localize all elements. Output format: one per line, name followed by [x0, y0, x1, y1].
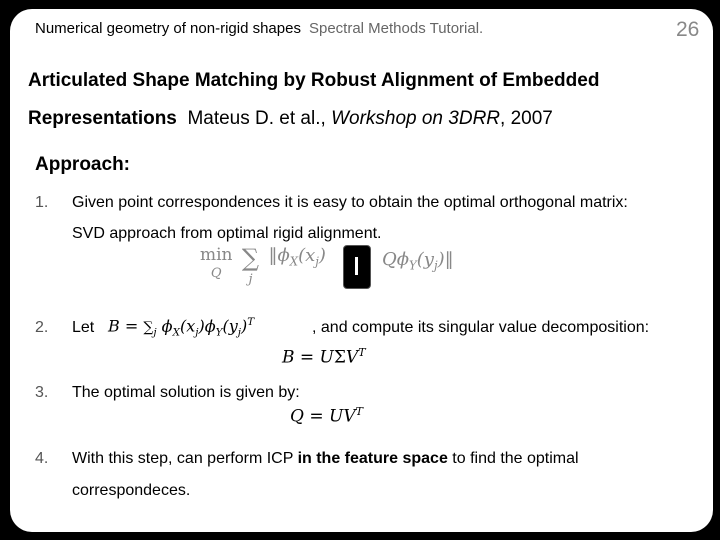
reference-authors: Mateus D. et al., — [187, 108, 326, 129]
header-subtitle: Spectral Methods Tutorial. — [308, 20, 484, 37]
step-1-number: 1. — [35, 194, 49, 211]
equation-b-definition: $B = \sum_j$ $\phi_X(x_j)\phi_Y(y_j)^T$ — [108, 316, 255, 339]
title-word: Representations — [28, 108, 177, 129]
equation-solution: $Q = UV^T$ — [290, 405, 363, 427]
text-cursor-icon — [343, 245, 371, 289]
step-4-text-before: With this step, can perform ICP — [72, 450, 298, 467]
min-operator: min Q — [200, 245, 233, 281]
norm-expression: $‖\phi_X(x_j)$ — [268, 245, 326, 269]
equation-min-sum — [200, 244, 326, 287]
reference-year: , 2007 — [500, 108, 553, 129]
slide-title-line1: Articulated Shape Matching by Robust Alignment of Embedded — [28, 70, 600, 91]
approach-label: Approach: — [35, 154, 130, 175]
step-4-text — [72, 450, 579, 468]
step-2-suffix: , and compute its singular value decomposition: — [312, 319, 650, 336]
slide — [10, 9, 713, 532]
step-4-text-after: to find the optimal — [447, 450, 579, 467]
step-4-text-bold: in the feature space — [297, 450, 448, 467]
step-2-prefix: Let — [72, 319, 95, 336]
slide-header — [35, 20, 483, 37]
step-2-number: 2. — [35, 319, 49, 336]
step-3-number: 3. — [35, 384, 49, 401]
step-4-text-2: correspondeces. — [72, 482, 191, 499]
cursor-bar — [355, 257, 358, 275]
course-name: Numerical geometry of non-rigid shapes — [35, 20, 301, 37]
step-1-text-2: SVD approach from optimal rigid alignment. — [72, 225, 382, 242]
step-3-text: The optimal solution is given by: — [72, 384, 300, 401]
reference-venue: Workshop on 3DRR — [331, 108, 501, 129]
sum-operator: ∑ j — [241, 244, 260, 287]
equation-rhs: $Q\phi_Y(y_j)‖$ — [382, 249, 454, 273]
reference — [182, 108, 553, 129]
step-4-number: 4. — [35, 450, 49, 467]
slide-title-line2 — [28, 108, 553, 130]
equation-svd: $B = U\Sigma V^T$ — [282, 346, 366, 368]
page-number: 26 — [676, 18, 700, 41]
step-1-text: Given point correspondences it is easy to obtain the optimal orthogonal matrix: — [72, 194, 628, 211]
